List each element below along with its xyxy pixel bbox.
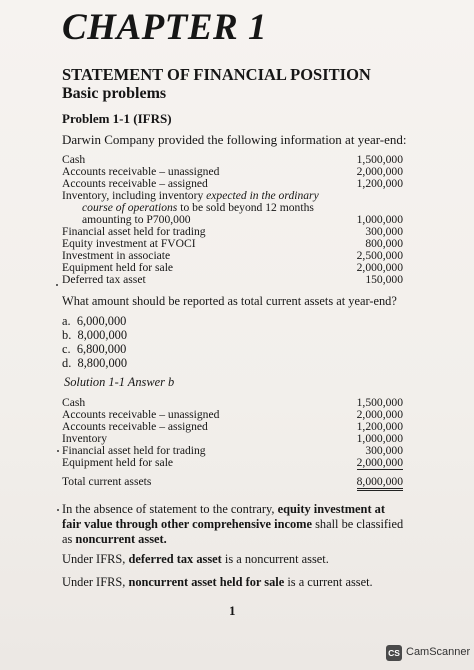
row-value: 2,000,000 xyxy=(356,165,403,178)
row-value: 2,000,000 xyxy=(356,408,403,421)
paragraph-text: shall be classified as xyxy=(62,517,404,546)
row-label: Accounts receivable – assigned xyxy=(62,177,208,190)
stray-mark xyxy=(57,509,59,511)
row-label: Accounts receivable – assigned xyxy=(62,420,208,433)
row-label: Equipment held for sale xyxy=(62,261,174,274)
paragraph-text: is a noncurrent asset. xyxy=(221,552,329,566)
row-value: 800,000 xyxy=(365,237,403,250)
choice-letter: c. xyxy=(62,342,71,356)
row-value: 300,000 xyxy=(365,225,403,238)
stray-mark xyxy=(57,450,59,452)
row-label-italic: expected in the ordinary xyxy=(206,189,319,202)
row-label-italic: course of operations xyxy=(82,201,178,214)
choice-letter: d. xyxy=(62,356,72,370)
paragraph-bold: noncurrent asset held for sale xyxy=(128,575,285,589)
row-label: Deferred tax asset xyxy=(62,273,146,286)
row-label: Equipment held for sale xyxy=(62,456,174,469)
row-value: 1,200,000 xyxy=(356,420,403,433)
row-value: 2,000,000 xyxy=(356,261,403,274)
camscanner-label: CamScanner xyxy=(406,646,471,658)
problem-title: Problem 1-1 (IFRS) xyxy=(62,111,172,126)
question-text: What amount should be reported as total current assets at year-end? xyxy=(62,294,397,308)
row-value: 300,000 xyxy=(365,444,403,457)
choice-value: 8,000,000 xyxy=(77,328,128,342)
paragraph-bold: equity investment at fair value through other comprehensive income xyxy=(62,502,385,531)
paragraph-bold: noncurrent asset. xyxy=(75,532,167,546)
row-label: Accounts receivable – unassigned xyxy=(62,408,220,421)
answer-choice xyxy=(62,314,126,329)
row-value: 150,000 xyxy=(365,273,403,286)
row-label: Investment in associate xyxy=(62,249,171,262)
choice-value: 8,800,000 xyxy=(77,356,128,370)
paragraph-text: Under IFRS, xyxy=(62,552,129,566)
row-label-part: to be sold beyond 12 months xyxy=(177,201,314,214)
choice-value: 6,800,000 xyxy=(76,342,127,356)
solution-title: Solution 1-1 Answer b xyxy=(64,375,175,389)
choice-value: 6,000,000 xyxy=(76,314,127,328)
explanation-paragraph xyxy=(62,502,407,547)
row-value: 2,500,000 xyxy=(356,249,403,262)
total-label: Total current assets xyxy=(62,475,152,488)
row-label: Inventory xyxy=(62,432,108,445)
row-label: Financial asset held for trading xyxy=(62,225,206,238)
answer-choice xyxy=(62,342,126,357)
row-label: Cash xyxy=(62,153,86,166)
problem-intro: Darwin Company provided the following information at year-end: xyxy=(62,132,407,147)
camscanner-logo-icon: CS xyxy=(386,645,402,661)
paragraph-text: is a current asset. xyxy=(284,575,373,589)
subsection-heading: Basic problems xyxy=(62,85,167,102)
row-value: 1,200,000 xyxy=(356,177,403,190)
section-heading: STATEMENT OF FINANCIAL POSITION xyxy=(62,65,371,84)
row-label: Financial asset held for trading xyxy=(62,444,206,457)
choice-letter: a. xyxy=(62,314,71,328)
row-value: 1,000,000 xyxy=(356,213,403,226)
row-value: 1,000,000 xyxy=(356,432,403,445)
answer-choice xyxy=(62,328,127,343)
total-value: 8,000,000 xyxy=(357,475,403,491)
paragraph-text: Under IFRS, xyxy=(62,575,129,589)
explanation-paragraph xyxy=(62,575,407,590)
stray-mark xyxy=(56,284,58,286)
chapter-title: CHAPTER 1 xyxy=(62,7,267,48)
row-label: amounting to P700,000 xyxy=(82,213,191,226)
page-number: 1 xyxy=(229,603,236,618)
paragraph-text: In the absence of statement to the contrary, xyxy=(62,502,278,516)
row-label: Equity investment at FVOCI xyxy=(62,237,196,250)
row-label: Cash xyxy=(62,396,86,409)
row-label: Accounts receivable – unassigned xyxy=(62,165,220,178)
row-label-part: Inventory, including inventory xyxy=(62,189,207,202)
choice-letter: b. xyxy=(62,328,72,342)
row-value: 1,500,000 xyxy=(356,396,403,409)
answer-choice xyxy=(62,356,127,371)
row-value: 1,500,000 xyxy=(356,153,403,166)
paragraph-bold: deferred tax asset xyxy=(128,552,222,566)
explanation-paragraph xyxy=(62,552,407,567)
row-value: 2,000,000 xyxy=(356,456,403,469)
